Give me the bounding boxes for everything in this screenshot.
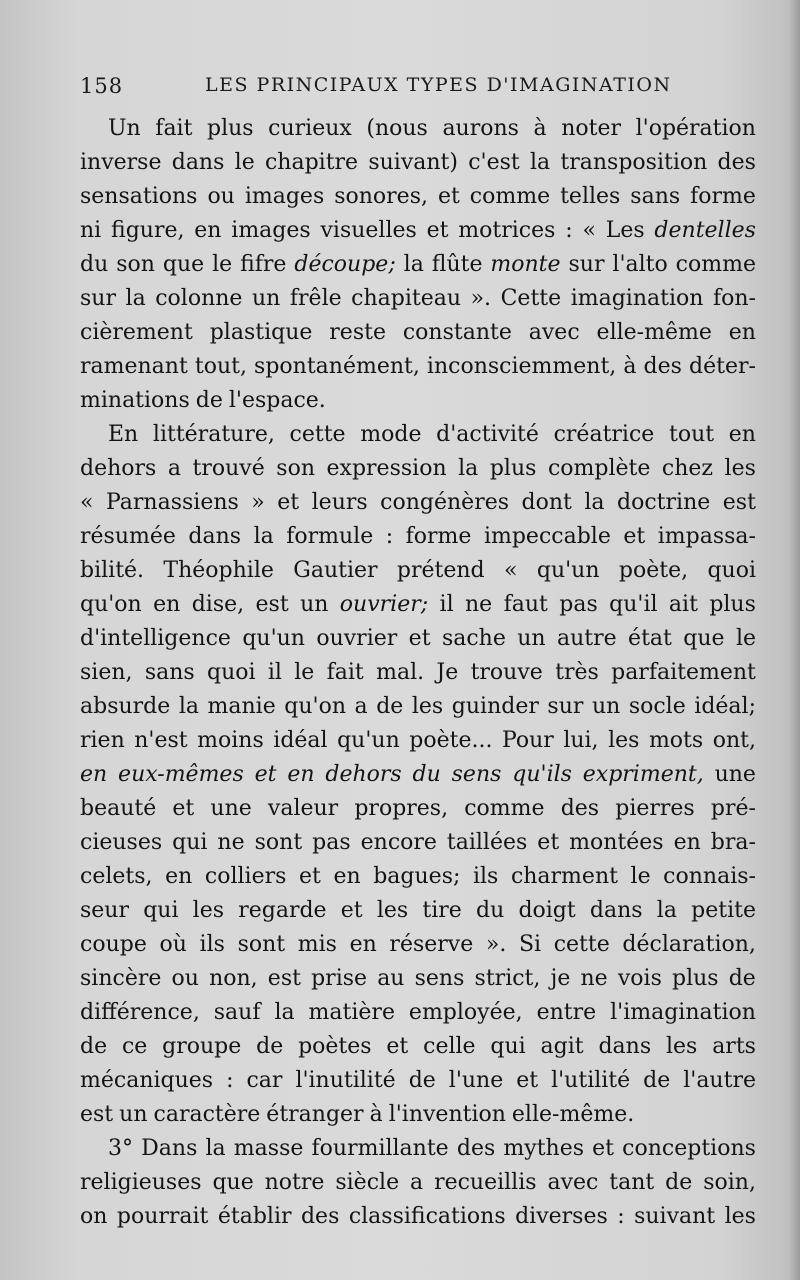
body-text bbox=[80, 112, 756, 1234]
text-line: ramenant tout, spontanément, inconsciemment, à des déter- bbox=[80, 354, 756, 379]
text-line: inverse dans le chapitre suivant) c'est la transposition des bbox=[80, 150, 756, 175]
page-edge-shadow bbox=[788, 0, 800, 1280]
text-line: différence, sauf la matière employée, entre l'imagination bbox=[80, 1000, 756, 1025]
text-line: en eux-mêmes et en dehors du sens qu'ils expriment, une bbox=[80, 762, 756, 787]
text-line: résumée dans la formule : forme impeccable et impassa- bbox=[80, 524, 756, 549]
text-line: bilité. Théophile Gautier prétend « qu'un poète, quoi bbox=[80, 558, 756, 583]
text-line: du son que le fifre découpe; la flûte monte sur l'alto comme bbox=[80, 252, 756, 277]
text-line: sincère ou non, est prise au sens strict, je ne vois plus de bbox=[80, 966, 756, 991]
running-title: LES PRINCIPAUX TYPES D'IMAGINATION bbox=[205, 74, 672, 96]
text-line: En littérature, cette mode d'activité créatrice tout en bbox=[108, 422, 756, 447]
text-line: d'intelligence qu'un ouvrier et sache un autre état que le bbox=[80, 626, 756, 651]
text-line: de ce groupe de poètes et celle qui agit dans les arts bbox=[80, 1034, 756, 1059]
text-line: seur qui les regarde et les tire du doigt dans la petite bbox=[80, 898, 756, 923]
text-line: beauté et une valeur propres, comme des pierres pré- bbox=[80, 796, 756, 821]
text-line: ni figure, en images visuelles et motrices : « Les dentelles bbox=[80, 218, 756, 243]
text-line: sur la colonne un frêle chapiteau ». Cette imagination fon- bbox=[80, 286, 756, 311]
text-line: « Parnassiens » et leurs congénères dont la doctrine est bbox=[80, 490, 756, 515]
text-line: cièrement plastique reste constante avec elle-même en bbox=[80, 320, 756, 345]
text-line: qu'on en dise, est un ouvrier; il ne faut pas qu'il ait plus bbox=[80, 592, 756, 617]
text-line: sensations ou images sonores, et comme telles sans forme bbox=[80, 184, 756, 209]
text-line: celets, en colliers et en bagues; ils charment le connais- bbox=[80, 864, 756, 889]
text-line: religieuses que notre siècle a recueillis avec tant de soin, bbox=[80, 1170, 756, 1195]
text-line: cieuses qui ne sont pas encore taillées et montées en bra- bbox=[80, 830, 756, 855]
text-line: minations de l'espace. bbox=[80, 388, 326, 413]
text-line: rien n'est moins idéal qu'un poète... Pour lui, les mots ont, bbox=[80, 728, 756, 753]
text-line: est un caractère étranger à l'invention elle-même. bbox=[80, 1102, 635, 1127]
text-line: absurde la manie qu'on a de les guinder sur un socle idéal; bbox=[80, 694, 756, 719]
text-line: sien, sans quoi il le fait mal. Je trouve très parfaitement bbox=[80, 660, 756, 685]
text-line: coupe où ils sont mis en réserve ». Si cette déclaration, bbox=[80, 932, 756, 957]
text-line: mécaniques : car l'inutilité de l'une et l'utilité de l'autre bbox=[80, 1068, 756, 1093]
page-number: 158 bbox=[80, 74, 124, 98]
page-header bbox=[80, 70, 730, 104]
text-line: Un fait plus curieux (nous aurons à noter l'opération bbox=[108, 116, 756, 141]
text-line: on pourrait établir des classifications diverses : suivant les bbox=[80, 1204, 756, 1229]
text-line: dehors a trouvé son expression la plus complète chez les bbox=[80, 456, 756, 481]
text-line: 3° Dans la masse fourmillante des mythes et conceptions bbox=[108, 1136, 756, 1161]
